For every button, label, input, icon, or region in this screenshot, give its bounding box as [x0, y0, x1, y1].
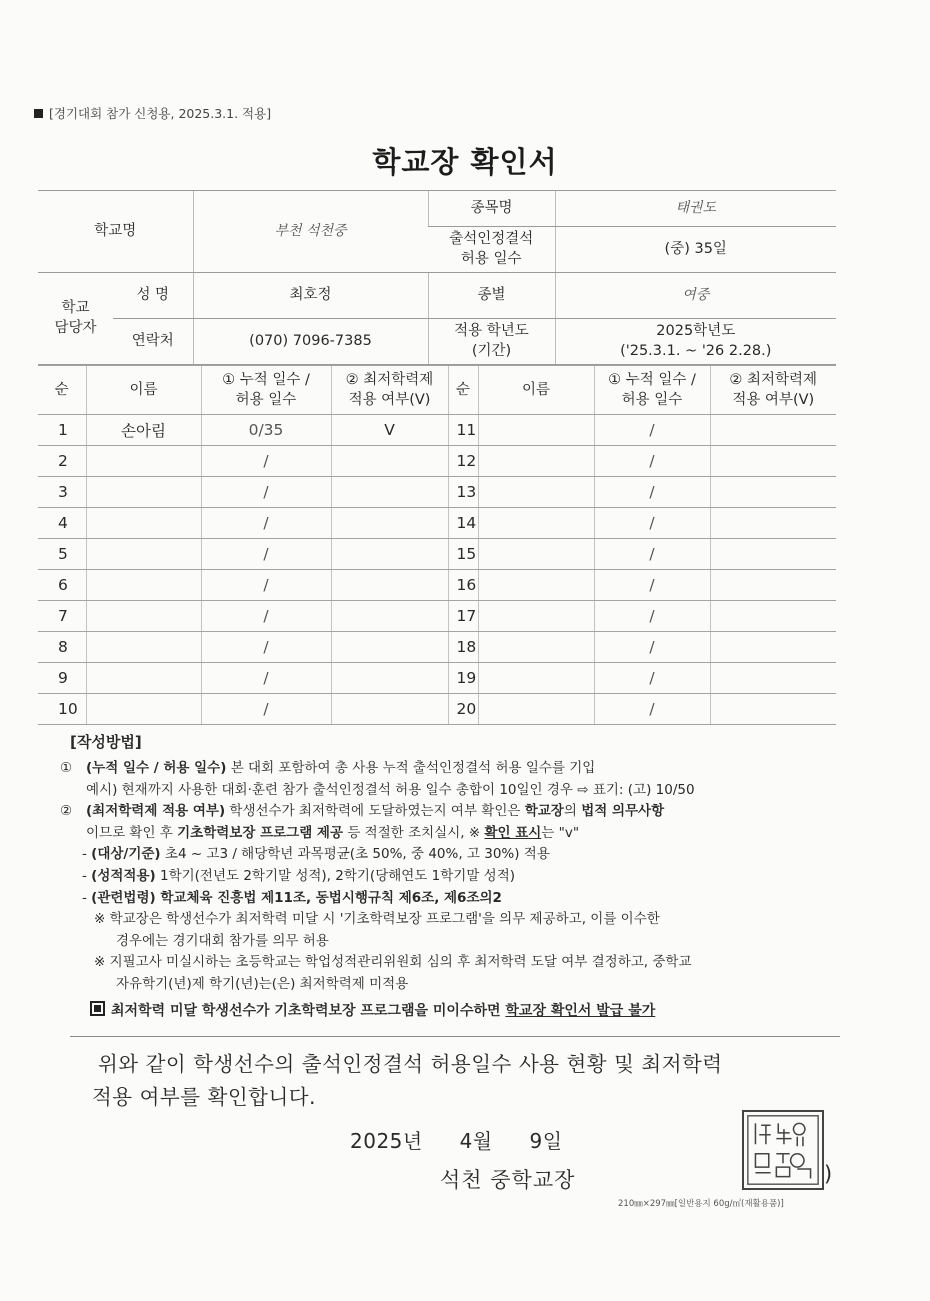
order-cell: 6: [38, 570, 86, 601]
order-cell: 4: [38, 508, 86, 539]
order-cell: 1: [38, 415, 86, 446]
order-cell: 10: [38, 694, 86, 725]
contact-label: 연락처: [113, 319, 193, 365]
school-label: 학교명: [38, 191, 193, 273]
table-row: [38, 539, 836, 570]
check-cell: [710, 477, 836, 508]
order-cell: 15: [448, 539, 478, 570]
name-cell: [478, 446, 594, 477]
check-cell: [331, 477, 448, 508]
order-cell: 3: [38, 477, 86, 508]
col-check-header: ② 최저학력제 적용 여부(V): [331, 366, 448, 415]
order-cell: 9: [38, 663, 86, 694]
name-cell: [86, 477, 201, 508]
name-cell: [478, 570, 594, 601]
table-row: [38, 601, 836, 632]
days-cell: /: [201, 477, 331, 508]
check-cell: [331, 508, 448, 539]
col-check-header: ② 최저학력제 적용 여부(V): [710, 366, 836, 415]
check-cell: [710, 446, 836, 477]
check-cell: [331, 570, 448, 601]
name-cell: [86, 632, 201, 663]
instruction-item-1: ① (누적 일수 / 허용 일수) 본 대회 포함하여 총 사용 누적 출석인정결석 허용 일수를 기입: [60, 760, 596, 776]
name-cell: [86, 663, 201, 694]
check-cell: [331, 694, 448, 725]
days-cell: /: [201, 539, 331, 570]
days-cell: /: [201, 446, 331, 477]
order-cell: 18: [448, 632, 478, 663]
order-cell: 19: [448, 663, 478, 694]
order-cell: 17: [448, 601, 478, 632]
col-name-header: 이름: [478, 366, 594, 415]
criteria-grades: - (성적적용) 1학기(전년도 2학기말 성적), 2학기(당해연도 1학기말 성적): [82, 867, 516, 884]
name-cell: [478, 415, 594, 446]
note-star-1: ※ 학교장은 학생선수가 최저학력 미달 시 '기초학력보장 프로그램'을 의무 제공하고, 이를 이수한 경우에는 경기대회 참가를 의무 허용: [94, 911, 660, 949]
name-cell: [86, 446, 201, 477]
order-cell: 5: [38, 539, 86, 570]
name-label: 성 명: [113, 273, 193, 319]
document-title: 학교장 확인서: [372, 145, 558, 179]
days-cell: /: [201, 601, 331, 632]
days-cell: /: [594, 539, 710, 570]
days-cell: /: [594, 663, 710, 694]
check-cell: [710, 415, 836, 446]
check-cell: [331, 601, 448, 632]
info-table: [38, 190, 836, 365]
check-cell: [331, 663, 448, 694]
sport-label: 종목명: [428, 191, 555, 227]
table-row: [38, 415, 836, 446]
days-cell: /: [201, 508, 331, 539]
attendance-table: [38, 365, 836, 725]
table-row: [38, 508, 836, 539]
table-row: [38, 477, 836, 508]
name-cell: [478, 539, 594, 570]
gender-value: 여중: [555, 273, 836, 319]
school-value: 부천 석천중: [193, 191, 428, 273]
days-cell: /: [201, 694, 331, 725]
gender-label: 종별: [428, 273, 555, 319]
instruction-item-2: ② (최저학력제 적용 여부) 학생선수가 최저학력에 도달하였는지 여부 확인은 학교장의 법적 의무사항: [60, 803, 665, 820]
name-cell: [86, 694, 201, 725]
contact-value: (070) 7096-7385: [193, 319, 428, 365]
instruction-item-1-example: 예시) 현재까지 사용한 대회·훈련 참가 출석인정결석 허용 일수 총합이 10일인 경우 ⇨ 표기: (고) 10/50: [86, 781, 695, 798]
name-cell: [86, 539, 201, 570]
final-note: 최저학력 미달 학생선수가 기초학력보장 프로그램을 미이수하면 학교장 확인서 발급 불가: [60, 1000, 850, 1022]
col-order-header: 순: [38, 366, 86, 415]
check-cell: [710, 570, 836, 601]
check-cell: [710, 508, 836, 539]
check-cell: [710, 694, 836, 725]
table-row: [38, 694, 836, 725]
table-header-row: [38, 366, 836, 415]
square-bullet-icon: [34, 109, 43, 118]
days-cell: /: [594, 477, 710, 508]
checkbox-mark-icon: [90, 1001, 105, 1016]
name-value: 최호정: [193, 273, 428, 319]
year-value: 2025학년도 ('25.3.1. ~ '26 2.28.): [555, 319, 836, 365]
allowed-days-label: 출석인정결석 허용 일수: [428, 227, 555, 273]
name-cell: [86, 508, 201, 539]
sport-value: 태권도: [555, 191, 836, 227]
check-cell: [331, 446, 448, 477]
allowed-days-value: (중) 35일: [555, 227, 836, 273]
days-cell: /: [594, 694, 710, 725]
principal-name: 석천 중학교장: [440, 1168, 576, 1192]
days-cell: /: [594, 446, 710, 477]
check-cell: [331, 632, 448, 663]
year-label: 적용 학년도 (기간): [428, 319, 555, 365]
form-header-note: [경기대회 참가 신청용, 2025.3.1. 적용]: [34, 104, 271, 122]
check-cell: [710, 601, 836, 632]
order-cell: 13: [448, 477, 478, 508]
criteria-target: - (대상/기준) 초4 ~ 고3 / 해당학년 과목평균(초 50%, 중 40%, 고 30%) 적용: [82, 846, 550, 863]
check-cell: V: [331, 415, 448, 446]
days-cell: /: [594, 632, 710, 663]
issue-date: 2025년 4월 9일: [350, 1129, 563, 1153]
days-cell: /: [201, 632, 331, 663]
col-order-header: 순: [448, 366, 478, 415]
name-cell: [478, 508, 594, 539]
days-cell: /: [594, 508, 710, 539]
table-row: [38, 632, 836, 663]
days-cell: /: [201, 663, 331, 694]
name-cell: [86, 601, 201, 632]
order-cell: 8: [38, 632, 86, 663]
order-cell: 7: [38, 601, 86, 632]
confirmation-text: 위와 같이 학생선수의 출석인정결석 허용일수 사용 현황 및 최저학력 적용 여부를 확인합니다.: [92, 1052, 723, 1109]
manager-label: 학교 담당자: [38, 273, 113, 365]
col-days-header: ① 누적 일수 / 허용 일수: [201, 366, 331, 415]
seal-paren: ): [824, 1162, 833, 1186]
name-cell: [478, 632, 594, 663]
order-cell: 20: [448, 694, 478, 725]
name-cell: [478, 663, 594, 694]
official-seal: [742, 1110, 824, 1190]
col-name-header: 이름: [86, 366, 201, 415]
note-star-2: ※ 지필고사 미실시하는 초등학교는 학업성적관리위원회 심의 후 최저학력 도달 여부 결정하고, 중학교 자유학기(년)제 학기(년)는(은) 최저학력제 미적용: [94, 954, 692, 992]
col-days-header: ① 누적 일수 / 허용 일수: [594, 366, 710, 415]
table-row: [38, 570, 836, 601]
order-cell: 12: [448, 446, 478, 477]
check-cell: [331, 539, 448, 570]
order-cell: 2: [38, 446, 86, 477]
instructions: [60, 730, 850, 1022]
table-row: [38, 663, 836, 694]
paper-spec-footer: 210㎜×297㎜[일반용지 60g/㎡(재활용품)]: [618, 1199, 784, 1209]
instruction-item-2-line2: 이므로 확인 후 기초학력보장 프로그램 제공 등 적절한 조치실시, ※ 확인 표시는 "v": [86, 824, 580, 841]
check-cell: [710, 663, 836, 694]
table-row: [38, 446, 836, 477]
order-cell: 16: [448, 570, 478, 601]
name-cell: 손아림: [86, 415, 201, 446]
order-cell: 14: [448, 508, 478, 539]
days-cell: /: [594, 601, 710, 632]
days-cell: /: [594, 570, 710, 601]
criteria-law: - (관련법령) 학교체육 진흥법 제11조, 동법시행규칙 제6조, 제6조의2: [82, 889, 502, 906]
name-cell: [478, 477, 594, 508]
name-cell: [478, 601, 594, 632]
days-cell: 0/35: [201, 415, 331, 446]
instructions-title: [작성방법]: [70, 733, 142, 751]
name-cell: [86, 570, 201, 601]
days-cell: /: [594, 415, 710, 446]
seal-icon: [744, 1112, 822, 1188]
divider: [70, 1036, 840, 1037]
name-cell: [478, 694, 594, 725]
check-cell: [710, 539, 836, 570]
check-cell: [710, 632, 836, 663]
order-cell: 11: [448, 415, 478, 446]
days-cell: /: [201, 570, 331, 601]
